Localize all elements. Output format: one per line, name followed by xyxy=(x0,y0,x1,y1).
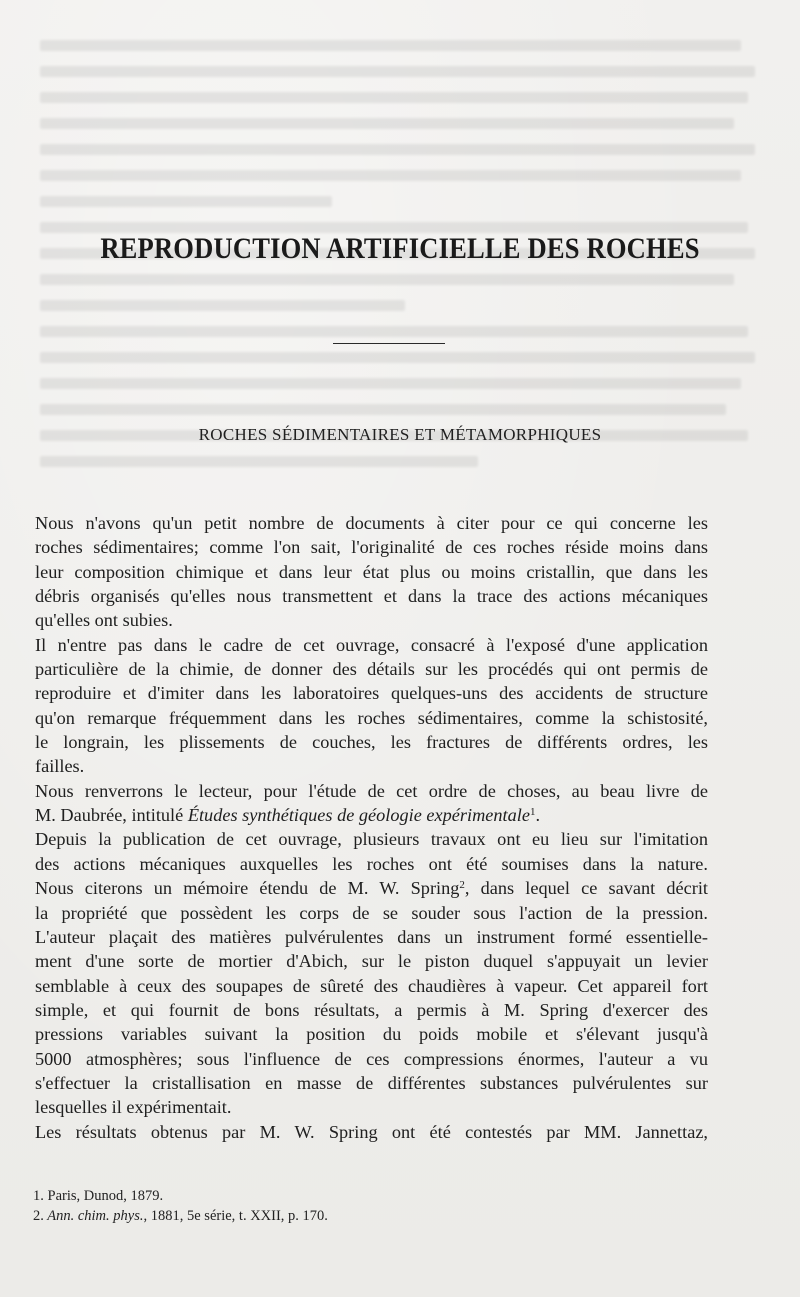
text-line: s'effectuer la cristallisation en masse de différentes substances pulvérulentes sur xyxy=(35,1072,708,1093)
text-line: semblable à ceux des soupapes de sûreté des chaudières à vapeur. Cet appareil fort xyxy=(35,975,708,996)
paragraph-1 xyxy=(35,511,708,633)
text-line: failles. xyxy=(35,756,85,777)
text-line xyxy=(35,803,708,827)
text-fragment: M. Daubrée, intitulé xyxy=(35,805,188,826)
text-line: Depuis la publication de cet ouvrage, plusieurs travaux ont eu lieu sur l'imitation xyxy=(35,829,708,850)
text-line: la propriété que possèdent les corps de se souder sous l'action de la pression. xyxy=(35,902,708,923)
text-line: reproduire et d'imiter dans les laboratoires quelques-uns des accidents de structure xyxy=(35,683,708,704)
page-title: REPRODUCTION ARTIFICIELLE DES ROCHES xyxy=(100,233,700,265)
text-line: roches sédimentaires; comme l'on sait, l'originalité de ces roches réside moins dans xyxy=(35,537,708,558)
text-line xyxy=(35,876,708,900)
body-text xyxy=(35,511,708,1144)
text-line: pressions variables suivant la position du poids mobile et s'élevant jusqu'à xyxy=(35,1024,708,1045)
text-line: Nous renverrons le lecteur, pour l'étude de cet ordre de choses, au beau livre de xyxy=(35,780,708,801)
text-line: des actions mécaniques auxquelles les roches ont été soumises dans la nature. xyxy=(35,853,708,874)
text-line: qu'on remarque fréquemment dans les roches sédimentaires, comme la schistosité, xyxy=(35,707,708,728)
footnote-ref: 1 xyxy=(529,806,536,819)
footnote-2 xyxy=(33,1206,533,1226)
text-fragment: . xyxy=(535,805,541,826)
text-line: 5000 atmosphères; sous l'influence de ces compressions énormes, l'auteur a vu xyxy=(35,1048,708,1069)
footnote-text: , 1881, 5e série, t. XXII, p. 170. xyxy=(143,1208,328,1224)
text-line: leur composition chimique et dans leur état plus ou moins cristallin, que dans les xyxy=(35,561,708,582)
text-fragment: Nous citerons un mémoire étendu de M. W. Spring xyxy=(35,878,460,899)
book-title-italic: Études synthétiques de géologie expérimentale xyxy=(187,805,530,826)
text-line: le longrain, les plissements de couches, les fractures de différents ordres, les xyxy=(35,732,708,753)
text-line: Il n'entre pas dans le cadre de cet ouvrage, consacré à l'exposé d'une application xyxy=(35,634,708,655)
footnotes xyxy=(33,1186,533,1226)
paragraph-5 xyxy=(35,1120,708,1144)
paragraph-3 xyxy=(35,779,708,828)
text-line: ment d'une sorte de mortier d'Abich, sur le piston duquel s'appuyait un levier xyxy=(35,951,708,972)
text-line: Nous n'avons qu'un petit nombre de documents à citer pour ce qui concerne les xyxy=(35,513,708,533)
text-line: lesquelles il expérimentait. xyxy=(35,1097,232,1118)
footnote-number: 1. xyxy=(33,1188,44,1204)
paragraph-4 xyxy=(35,827,708,1119)
text-line: qu'elles ont subies. xyxy=(35,610,173,631)
footnote-ref: 2 xyxy=(459,879,465,892)
footnote-text: Paris, Dunod, 1879. xyxy=(43,1188,164,1204)
paragraph-2 xyxy=(35,633,708,779)
text-fragment: , dans lequel ce savant décrit xyxy=(464,878,708,899)
text-line: Les résultats obtenus par M. W. Spring ont été contestés par MM. Jannettaz, xyxy=(35,1121,708,1142)
text-line: particulière de la chimie, de donner des détails sur les procédés qui ont permis de xyxy=(35,659,708,680)
text-line: débris organisés qu'elles nous transmettent et dans la trace des actions mécaniques xyxy=(35,586,708,607)
footnote-1 xyxy=(33,1186,533,1206)
journal-title-italic: Ann. chim. phys. xyxy=(43,1208,144,1224)
section-heading: ROCHES SÉDIMENTAIRES ET MÉTAMORPHIQUES xyxy=(198,425,602,444)
text-line: simple, et qui fournit de bons résultats, a permis à M. Spring d'exercer des xyxy=(35,999,708,1020)
title-divider xyxy=(333,343,445,344)
footnote-number: 2. xyxy=(33,1208,44,1224)
text-line: L'auteur plaçait des matières pulvérulentes dans un instrument formé essentielle- xyxy=(35,926,708,947)
